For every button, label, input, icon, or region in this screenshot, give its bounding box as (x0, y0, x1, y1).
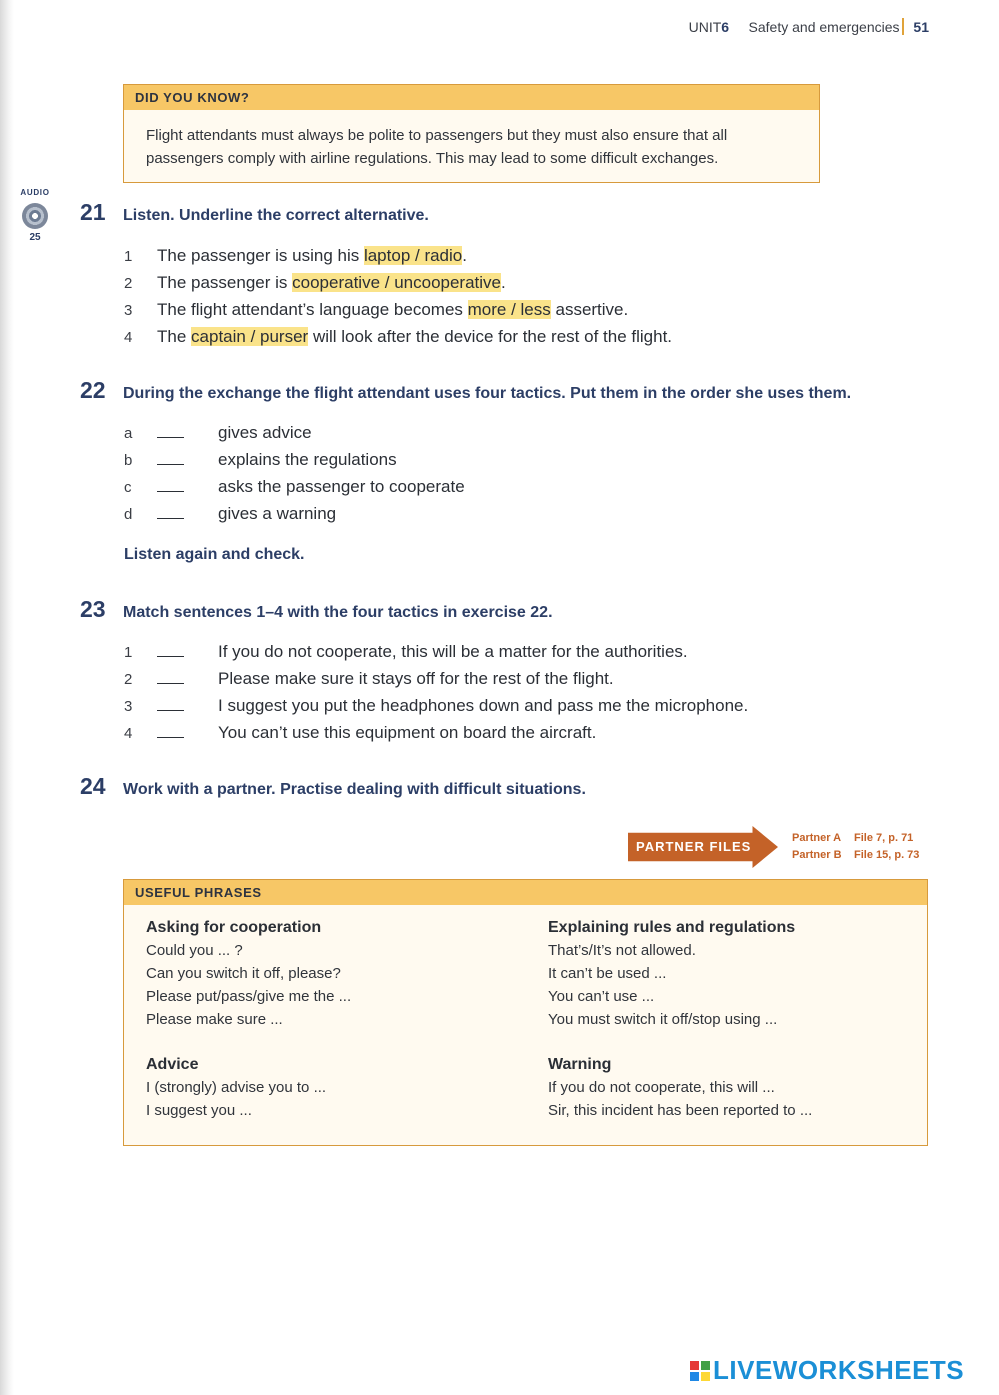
list-item: 4 You can’t use this equipment on board the aircraft. (124, 723, 597, 742)
phrase-line: Could you ... ? (146, 942, 243, 959)
answer-blank[interactable] (157, 503, 184, 519)
audio-marker[interactable] (18, 188, 52, 243)
phrase-line: I (strongly) advise you to ... (146, 1079, 327, 1096)
phrase-line: That’s/It’s not allowed. (548, 942, 696, 959)
exercise-22-list (124, 419, 465, 527)
phrase-heading: Advice (146, 1056, 199, 1073)
answer-blank[interactable] (157, 695, 184, 711)
audio-label: AUDIO (20, 188, 50, 197)
logo-wordmark: LIVEWORKSHEETS (713, 1355, 965, 1385)
exercise-number: 24 (80, 773, 106, 799)
phrase-line: Please make sure ... (146, 1011, 283, 1028)
answer-blank[interactable] (157, 476, 184, 492)
page-binding-edge (0, 0, 14, 1395)
did-you-know-box (123, 84, 820, 183)
phrase-line: If you do not cooperate, this will ... (548, 1079, 775, 1096)
exercise-22-heading (80, 377, 851, 404)
alternative-choice[interactable]: captain / purser (191, 327, 309, 346)
partner-a-reference[interactable]: Partner A File 7, p. 71 (792, 832, 914, 844)
exercise-21-list (124, 242, 672, 350)
exercise-number: 21 (80, 199, 106, 225)
phrase-line: I suggest you ... (146, 1102, 252, 1119)
unit-label: UNIT6 (688, 19, 730, 35)
answer-blank[interactable] (157, 449, 184, 465)
list-item: c asks the passenger to cooperate (124, 477, 465, 496)
list-item: 1 If you do not cooperate, this will be a matter for the authorities. (124, 642, 688, 661)
answer-blank[interactable] (157, 722, 184, 738)
alternative-choice[interactable]: more / less (467, 300, 551, 319)
header-divider (902, 18, 904, 35)
answer-blank[interactable] (157, 422, 184, 438)
phrase-heading: Warning (548, 1056, 612, 1073)
useful-phrases-title: USEFUL PHRASES (124, 880, 927, 905)
list-item: d gives a warning (124, 504, 337, 523)
exercise-23-list (124, 638, 748, 746)
exercise-number: 23 (80, 596, 106, 622)
logo-tiles-icon (690, 1361, 710, 1381)
exercise-number: 22 (80, 377, 106, 403)
alternative-choice[interactable]: laptop / radio (363, 246, 463, 265)
list-item: 2 The passenger is cooperative / uncooperative. (124, 273, 506, 292)
did-you-know-body (124, 110, 819, 170)
listen-again-instruction: Listen again and check. (124, 546, 305, 563)
exercise-instruction: During the exchange the flight attendant uses four tactics. Put them in the order she uses them. (123, 385, 852, 402)
phrase-heading: Explaining rules and regulations (548, 919, 796, 936)
partner-files-arrow[interactable] (628, 826, 778, 868)
phrases-left-column (146, 916, 351, 1122)
phrase-line: Please put/pass/give me the ... (146, 988, 352, 1005)
list-item: a gives advice (124, 423, 312, 442)
phrase-line: You must switch it off/stop using ... (548, 1011, 778, 1028)
did-you-know-line: Flight attendants must always be polite to passengers but they must also ensure that all (146, 127, 728, 144)
exercise-21-heading (80, 199, 429, 226)
section-title: Safety and emergencies (748, 19, 900, 35)
alternative-choice[interactable]: cooperative / uncooperative (292, 273, 501, 292)
exercise-instruction: Work with a partner. Practise dealing with difficult situations. (123, 781, 586, 798)
list-item: 2 Please make sure it stays off for the rest of the flight. (124, 669, 614, 688)
useful-phrases-box (123, 879, 928, 1146)
page-number: 51 (913, 19, 929, 35)
answer-blank[interactable] (157, 641, 184, 657)
phrase-heading: Asking for cooperation (146, 919, 322, 936)
phrase-line: Sir, this incident has been reported to ... (548, 1102, 813, 1119)
did-you-know-title: DID YOU KNOW? (124, 85, 819, 110)
audio-cd-icon[interactable] (22, 203, 48, 229)
exercise-23-heading (80, 596, 553, 623)
phrases-right-column (548, 916, 812, 1122)
exercise-instruction: Match sentences 1–4 with the four tactics in exercise 22. (123, 604, 553, 621)
phrase-line: It can’t be used ... (548, 965, 667, 982)
phrase-line: You can’t use ... (548, 988, 655, 1005)
exercise-instruction: Listen. Underline the correct alternative. (123, 207, 429, 224)
list-item: 3 The flight attendant’s language becomes more / less assertive. (124, 300, 629, 319)
list-item: 4 The captain / purser will look after the device for the rest of the flight. (124, 327, 673, 346)
answer-blank[interactable] (157, 668, 184, 684)
partner-files-references (792, 830, 919, 864)
liveworksheets-logo (690, 1355, 964, 1386)
phrase-line: Can you switch it off, please? (146, 965, 341, 982)
running-header (689, 18, 929, 35)
did-you-know-line: passengers comply with airline regulations. This may lead to some difficult exchanges. (146, 150, 719, 167)
exercise-24-heading (80, 773, 586, 800)
partner-files-label: PARTNER FILES (636, 839, 752, 854)
list-item: b explains the regulations (124, 450, 397, 469)
audio-track-number: 25 (29, 232, 41, 243)
list-item: 3 I suggest you put the headphones down and pass me the microphone. (124, 696, 749, 715)
partner-b-reference[interactable]: Partner B File 15, p. 73 (792, 849, 920, 861)
list-item: 1 The passenger is using his laptop / radio. (124, 246, 467, 265)
